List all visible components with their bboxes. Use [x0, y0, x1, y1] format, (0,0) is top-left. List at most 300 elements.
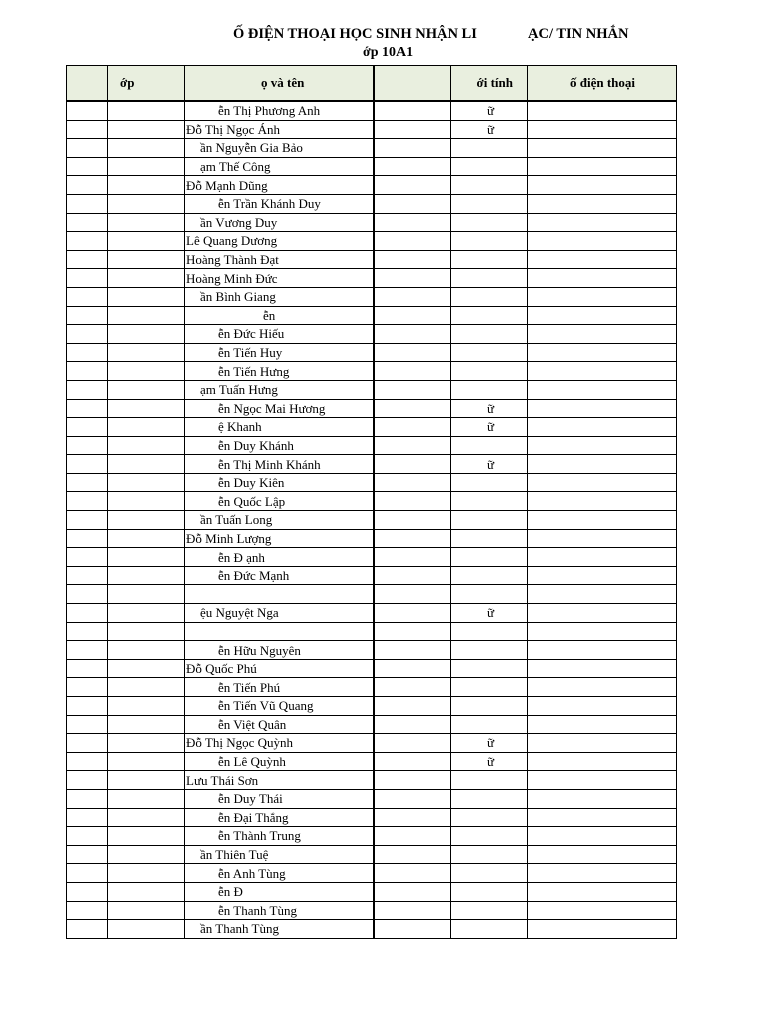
cell-class: [108, 808, 185, 827]
cell-blank: [374, 901, 451, 920]
cell-blank: [374, 455, 451, 474]
cell-phone: [528, 176, 677, 195]
cell-gender: [451, 566, 528, 585]
cell-phone: [528, 250, 677, 269]
header-class: ớp: [108, 66, 185, 102]
cell-gender: [451, 511, 528, 530]
header-phone: ố điện thoại: [528, 66, 677, 102]
cell-blank: [374, 882, 451, 901]
cell-class: [108, 306, 185, 325]
cell-class: [108, 194, 185, 213]
table-row: [67, 120, 677, 139]
cell-stt: [67, 362, 108, 381]
cell-gender: [451, 901, 528, 920]
cell-gender: [451, 232, 528, 251]
cell-blank: [374, 715, 451, 734]
cell-class: [108, 604, 185, 623]
cell-phone: [528, 455, 677, 474]
cell-class: [108, 548, 185, 567]
cell-blank: [374, 622, 451, 641]
cell-blank: [374, 269, 451, 288]
cell-class: [108, 139, 185, 158]
table-row: [67, 213, 677, 232]
cell-class: [108, 287, 185, 306]
cell-phone: [528, 845, 677, 864]
cell-stt: [67, 920, 108, 939]
cell-class: [108, 325, 185, 344]
cell-class: [108, 864, 185, 883]
cell-class: [108, 845, 185, 864]
cell-stt: [67, 808, 108, 827]
cell-phone: [528, 920, 677, 939]
cell-class: [108, 901, 185, 920]
cell-blank: [374, 734, 451, 753]
table-row: [67, 548, 677, 567]
cell-blank: [374, 436, 451, 455]
cell-stt: [67, 511, 108, 530]
cell-gender: [451, 176, 528, 195]
cell-stt: [67, 343, 108, 362]
cell-phone: [528, 715, 677, 734]
table-row: [67, 343, 677, 362]
cell-phone: [528, 232, 677, 251]
table-row: [67, 473, 677, 492]
cell-blank: [374, 362, 451, 381]
cell-class: [108, 771, 185, 790]
cell-full-name: ệu Nguyệt Nga: [185, 604, 374, 623]
cell-blank: [374, 808, 451, 827]
cell-full-name: ần Thiên Tuệ: [185, 845, 374, 864]
cell-full-name: Đỗ Minh Lượng: [185, 529, 374, 548]
cell-class: [108, 678, 185, 697]
table-row: [67, 771, 677, 790]
cell-phone: [528, 343, 677, 362]
cell-phone: [528, 213, 677, 232]
cell-stt: [67, 715, 108, 734]
table-row: [67, 864, 677, 883]
cell-stt: [67, 789, 108, 808]
cell-gender: [451, 287, 528, 306]
cell-gender: [451, 845, 528, 864]
table-row: [67, 511, 677, 530]
cell-stt: [67, 399, 108, 418]
cell-stt: [67, 678, 108, 697]
cell-gender: [451, 827, 528, 846]
table-row: [67, 176, 677, 195]
cell-full-name: Đỗ Thị Ngọc Ánh: [185, 120, 374, 139]
cell-phone: [528, 585, 677, 604]
cell-stt: [67, 287, 108, 306]
cell-phone: [528, 306, 677, 325]
cell-class: [108, 752, 185, 771]
cell-blank: [374, 157, 451, 176]
cell-full-name: ễn: [185, 306, 374, 325]
cell-gender: ữ: [451, 734, 528, 753]
table-row: [67, 697, 677, 716]
cell-class: [108, 418, 185, 437]
cell-gender: ữ: [451, 418, 528, 437]
cell-phone: [528, 827, 677, 846]
header-full-name: ọ và tên: [185, 66, 374, 102]
cell-gender: [451, 771, 528, 790]
table-row: [67, 585, 677, 604]
cell-phone: [528, 752, 677, 771]
cell-stt: [67, 492, 108, 511]
table-row: [67, 101, 677, 120]
header-blank: [374, 66, 451, 102]
cell-full-name: Lê Quang Dương: [185, 232, 374, 251]
cell-class: [108, 250, 185, 269]
cell-blank: [374, 771, 451, 790]
cell-gender: [451, 269, 528, 288]
cell-gender: [451, 548, 528, 567]
cell-blank: [374, 492, 451, 511]
cell-full-name: Hoàng Minh Đức: [185, 269, 374, 288]
cell-full-name: ễn Đại Thắng: [185, 808, 374, 827]
cell-stt: [67, 380, 108, 399]
cell-full-name: ễn Lê Quỳnh: [185, 752, 374, 771]
table-row: [67, 827, 677, 846]
cell-full-name: ễn Đức Mạnh: [185, 566, 374, 585]
cell-stt: [67, 120, 108, 139]
cell-class: [108, 455, 185, 474]
cell-stt: [67, 882, 108, 901]
cell-full-name: ễn Hữu Nguyên: [185, 641, 374, 660]
table-row: [67, 399, 677, 418]
cell-blank: [374, 343, 451, 362]
cell-stt: [67, 232, 108, 251]
cell-class: [108, 399, 185, 418]
cell-blank: [374, 678, 451, 697]
table-row: [67, 845, 677, 864]
cell-class: [108, 529, 185, 548]
cell-phone: [528, 901, 677, 920]
cell-stt: [67, 585, 108, 604]
cell-full-name: ễn Trần Khánh Duy: [185, 194, 374, 213]
cell-full-name: ễn Tiến Vũ Quang: [185, 697, 374, 716]
cell-phone: [528, 101, 677, 120]
cell-phone: [528, 418, 677, 437]
cell-full-name: ễn Quốc Lập: [185, 492, 374, 511]
cell-class: [108, 585, 185, 604]
cell-phone: [528, 622, 677, 641]
cell-full-name: ần Thanh Tùng: [185, 920, 374, 939]
cell-class: [108, 380, 185, 399]
table-row: [67, 492, 677, 511]
cell-phone: [528, 325, 677, 344]
cell-gender: [451, 213, 528, 232]
cell-blank: [374, 418, 451, 437]
cell-full-name: ễn Anh Tùng: [185, 864, 374, 883]
table-row: [67, 436, 677, 455]
cell-full-name: ễn Tiến Huy: [185, 343, 374, 362]
cell-full-name: Đỗ Quốc Phú: [185, 659, 374, 678]
cell-phone: [528, 511, 677, 530]
table-row: [67, 882, 677, 901]
cell-phone: [528, 120, 677, 139]
cell-blank: [374, 529, 451, 548]
cell-blank: [374, 641, 451, 660]
cell-blank: [374, 827, 451, 846]
cell-phone: [528, 641, 677, 660]
cell-stt: [67, 250, 108, 269]
cell-stt: [67, 176, 108, 195]
cell-gender: [451, 492, 528, 511]
cell-blank: [374, 548, 451, 567]
cell-gender: [451, 343, 528, 362]
cell-gender: ữ: [451, 455, 528, 474]
document-title: [0, 26, 768, 44]
table-row: [67, 362, 677, 381]
cell-stt: [67, 622, 108, 641]
cell-phone: [528, 882, 677, 901]
cell-stt: [67, 213, 108, 232]
cell-stt: [67, 827, 108, 846]
cell-stt: [67, 845, 108, 864]
table-row: [67, 622, 677, 641]
cell-phone: [528, 139, 677, 158]
table-row: [67, 250, 677, 269]
cell-stt: [67, 325, 108, 344]
cell-gender: [451, 789, 528, 808]
cell-class: [108, 101, 185, 120]
header-row: [67, 66, 677, 102]
cell-blank: [374, 399, 451, 418]
header-stt: [67, 66, 108, 102]
cell-gender: [451, 529, 528, 548]
cell-full-name: ễn Tiến Hưng: [185, 362, 374, 381]
cell-gender: [451, 715, 528, 734]
cell-full-name: ễn Thị Minh Khánh: [185, 455, 374, 474]
cell-gender: [451, 194, 528, 213]
cell-class: [108, 920, 185, 939]
cell-class: [108, 882, 185, 901]
cell-class: [108, 789, 185, 808]
cell-stt: [67, 604, 108, 623]
table-row: [67, 529, 677, 548]
cell-full-name: Đỗ Thị Ngọc Quỳnh: [185, 734, 374, 753]
cell-blank: [374, 213, 451, 232]
cell-blank: [374, 250, 451, 269]
cell-blank: [374, 604, 451, 623]
cell-full-name: ễn Thị Phương Anh: [185, 101, 374, 120]
cell-phone: [528, 269, 677, 288]
cell-class: [108, 715, 185, 734]
cell-blank: [374, 659, 451, 678]
table-row: [67, 287, 677, 306]
cell-class: [108, 511, 185, 530]
cell-stt: [67, 901, 108, 920]
cell-full-name: ễn Đ: [185, 882, 374, 901]
cell-blank: [374, 139, 451, 158]
cell-gender: [451, 250, 528, 269]
table-row: [67, 789, 677, 808]
cell-full-name: ệ Khanh: [185, 418, 374, 437]
cell-class: [108, 827, 185, 846]
table-row: [67, 752, 677, 771]
table-row: [67, 380, 677, 399]
table-body: [67, 101, 677, 938]
cell-phone: [528, 529, 677, 548]
cell-phone: [528, 697, 677, 716]
cell-class: [108, 120, 185, 139]
cell-gender: [451, 882, 528, 901]
cell-stt: [67, 864, 108, 883]
cell-stt: [67, 101, 108, 120]
title-part-2: ẠC/ TIN NHẮN: [528, 26, 629, 42]
cell-class: [108, 157, 185, 176]
cell-stt: [67, 697, 108, 716]
cell-phone: [528, 864, 677, 883]
cell-stt: [67, 752, 108, 771]
cell-blank: [374, 697, 451, 716]
cell-gender: [451, 641, 528, 660]
cell-class: [108, 641, 185, 660]
table-row: [67, 920, 677, 939]
cell-gender: ữ: [451, 399, 528, 418]
cell-class: [108, 492, 185, 511]
cell-blank: [374, 566, 451, 585]
cell-blank: [374, 585, 451, 604]
cell-stt: [67, 641, 108, 660]
table-row: [67, 566, 677, 585]
cell-gender: [451, 362, 528, 381]
cell-gender: [451, 808, 528, 827]
cell-full-name: ạm Thế Công: [185, 157, 374, 176]
table-row: [67, 455, 677, 474]
table-row: [67, 325, 677, 344]
class-title: ớp 10A1: [363, 45, 414, 60]
cell-class: [108, 213, 185, 232]
cell-phone: [528, 808, 677, 827]
cell-gender: [451, 585, 528, 604]
cell-phone: [528, 362, 677, 381]
cell-phone: [528, 566, 677, 585]
cell-phone: [528, 473, 677, 492]
cell-phone: [528, 436, 677, 455]
cell-class: [108, 659, 185, 678]
cell-gender: ữ: [451, 752, 528, 771]
cell-full-name: ễn Duy Kiên: [185, 473, 374, 492]
cell-phone: [528, 157, 677, 176]
cell-stt: [67, 418, 108, 437]
table-row: [67, 659, 677, 678]
cell-stt: [67, 157, 108, 176]
table-row: [67, 734, 677, 753]
cell-blank: [374, 325, 451, 344]
cell-gender: [451, 622, 528, 641]
cell-full-name: ần Bình Giang: [185, 287, 374, 306]
cell-full-name: ễn Đ ạnh: [185, 548, 374, 567]
cell-phone: [528, 548, 677, 567]
cell-gender: [451, 473, 528, 492]
cell-gender: [451, 139, 528, 158]
table-row: [67, 418, 677, 437]
cell-stt: [67, 139, 108, 158]
cell-class: [108, 473, 185, 492]
cell-class: [108, 734, 185, 753]
table-row: [67, 678, 677, 697]
cell-phone: [528, 492, 677, 511]
cell-phone: [528, 678, 677, 697]
cell-full-name: ễn Thành Trung: [185, 827, 374, 846]
cell-full-name: [185, 622, 374, 641]
cell-gender: [451, 678, 528, 697]
cell-blank: [374, 176, 451, 195]
cell-blank: [374, 306, 451, 325]
cell-full-name: ần Vương Duy: [185, 213, 374, 232]
cell-stt: [67, 566, 108, 585]
cell-gender: [451, 697, 528, 716]
cell-full-name: ễn Tiến Phú: [185, 678, 374, 697]
cell-class: [108, 269, 185, 288]
cell-stt: [67, 436, 108, 455]
table-row: [67, 808, 677, 827]
cell-stt: [67, 473, 108, 492]
table-row: [67, 715, 677, 734]
cell-stt: [67, 548, 108, 567]
cell-phone: [528, 771, 677, 790]
cell-gender: ữ: [451, 604, 528, 623]
cell-gender: [451, 325, 528, 344]
cell-full-name: Hoàng Thành Đạt: [185, 250, 374, 269]
cell-phone: [528, 287, 677, 306]
cell-phone: [528, 734, 677, 753]
cell-full-name: ễn Việt Quân: [185, 715, 374, 734]
cell-blank: [374, 752, 451, 771]
cell-full-name: ần Tuấn Long: [185, 511, 374, 530]
cell-class: [108, 176, 185, 195]
cell-class: [108, 566, 185, 585]
cell-gender: [451, 157, 528, 176]
table-row: [67, 641, 677, 660]
cell-class: [108, 362, 185, 381]
cell-full-name: [185, 585, 374, 604]
cell-full-name: ễn Thanh Tùng: [185, 901, 374, 920]
cell-blank: [374, 789, 451, 808]
cell-full-name: ễn Đức Hiếu: [185, 325, 374, 344]
cell-phone: [528, 789, 677, 808]
cell-blank: [374, 473, 451, 492]
cell-blank: [374, 511, 451, 530]
cell-full-name: ễn Duy Khánh: [185, 436, 374, 455]
table-row: [67, 306, 677, 325]
cell-gender: [451, 380, 528, 399]
cell-stt: [67, 269, 108, 288]
cell-gender: [451, 436, 528, 455]
cell-full-name: Lưu Thái Sơn: [185, 771, 374, 790]
cell-class: [108, 622, 185, 641]
cell-blank: [374, 380, 451, 399]
cell-class: [108, 697, 185, 716]
cell-stt: [67, 306, 108, 325]
cell-full-name: ễn Duy Thái: [185, 789, 374, 808]
cell-class: [108, 343, 185, 362]
table-row: [67, 604, 677, 623]
cell-full-name: ạm Tuấn Hưng: [185, 380, 374, 399]
cell-gender: ữ: [451, 120, 528, 139]
cell-phone: [528, 380, 677, 399]
cell-stt: [67, 771, 108, 790]
cell-phone: [528, 194, 677, 213]
cell-phone: [528, 604, 677, 623]
cell-full-name: ần Nguyễn Gia Bảo: [185, 139, 374, 158]
header-gender: ới tính: [451, 66, 528, 102]
cell-class: [108, 232, 185, 251]
title-part-1: Ố ĐIỆN THOẠI HỌC SINH NHẬN LI: [233, 26, 477, 42]
table-row: [67, 194, 677, 213]
cell-stt: [67, 194, 108, 213]
